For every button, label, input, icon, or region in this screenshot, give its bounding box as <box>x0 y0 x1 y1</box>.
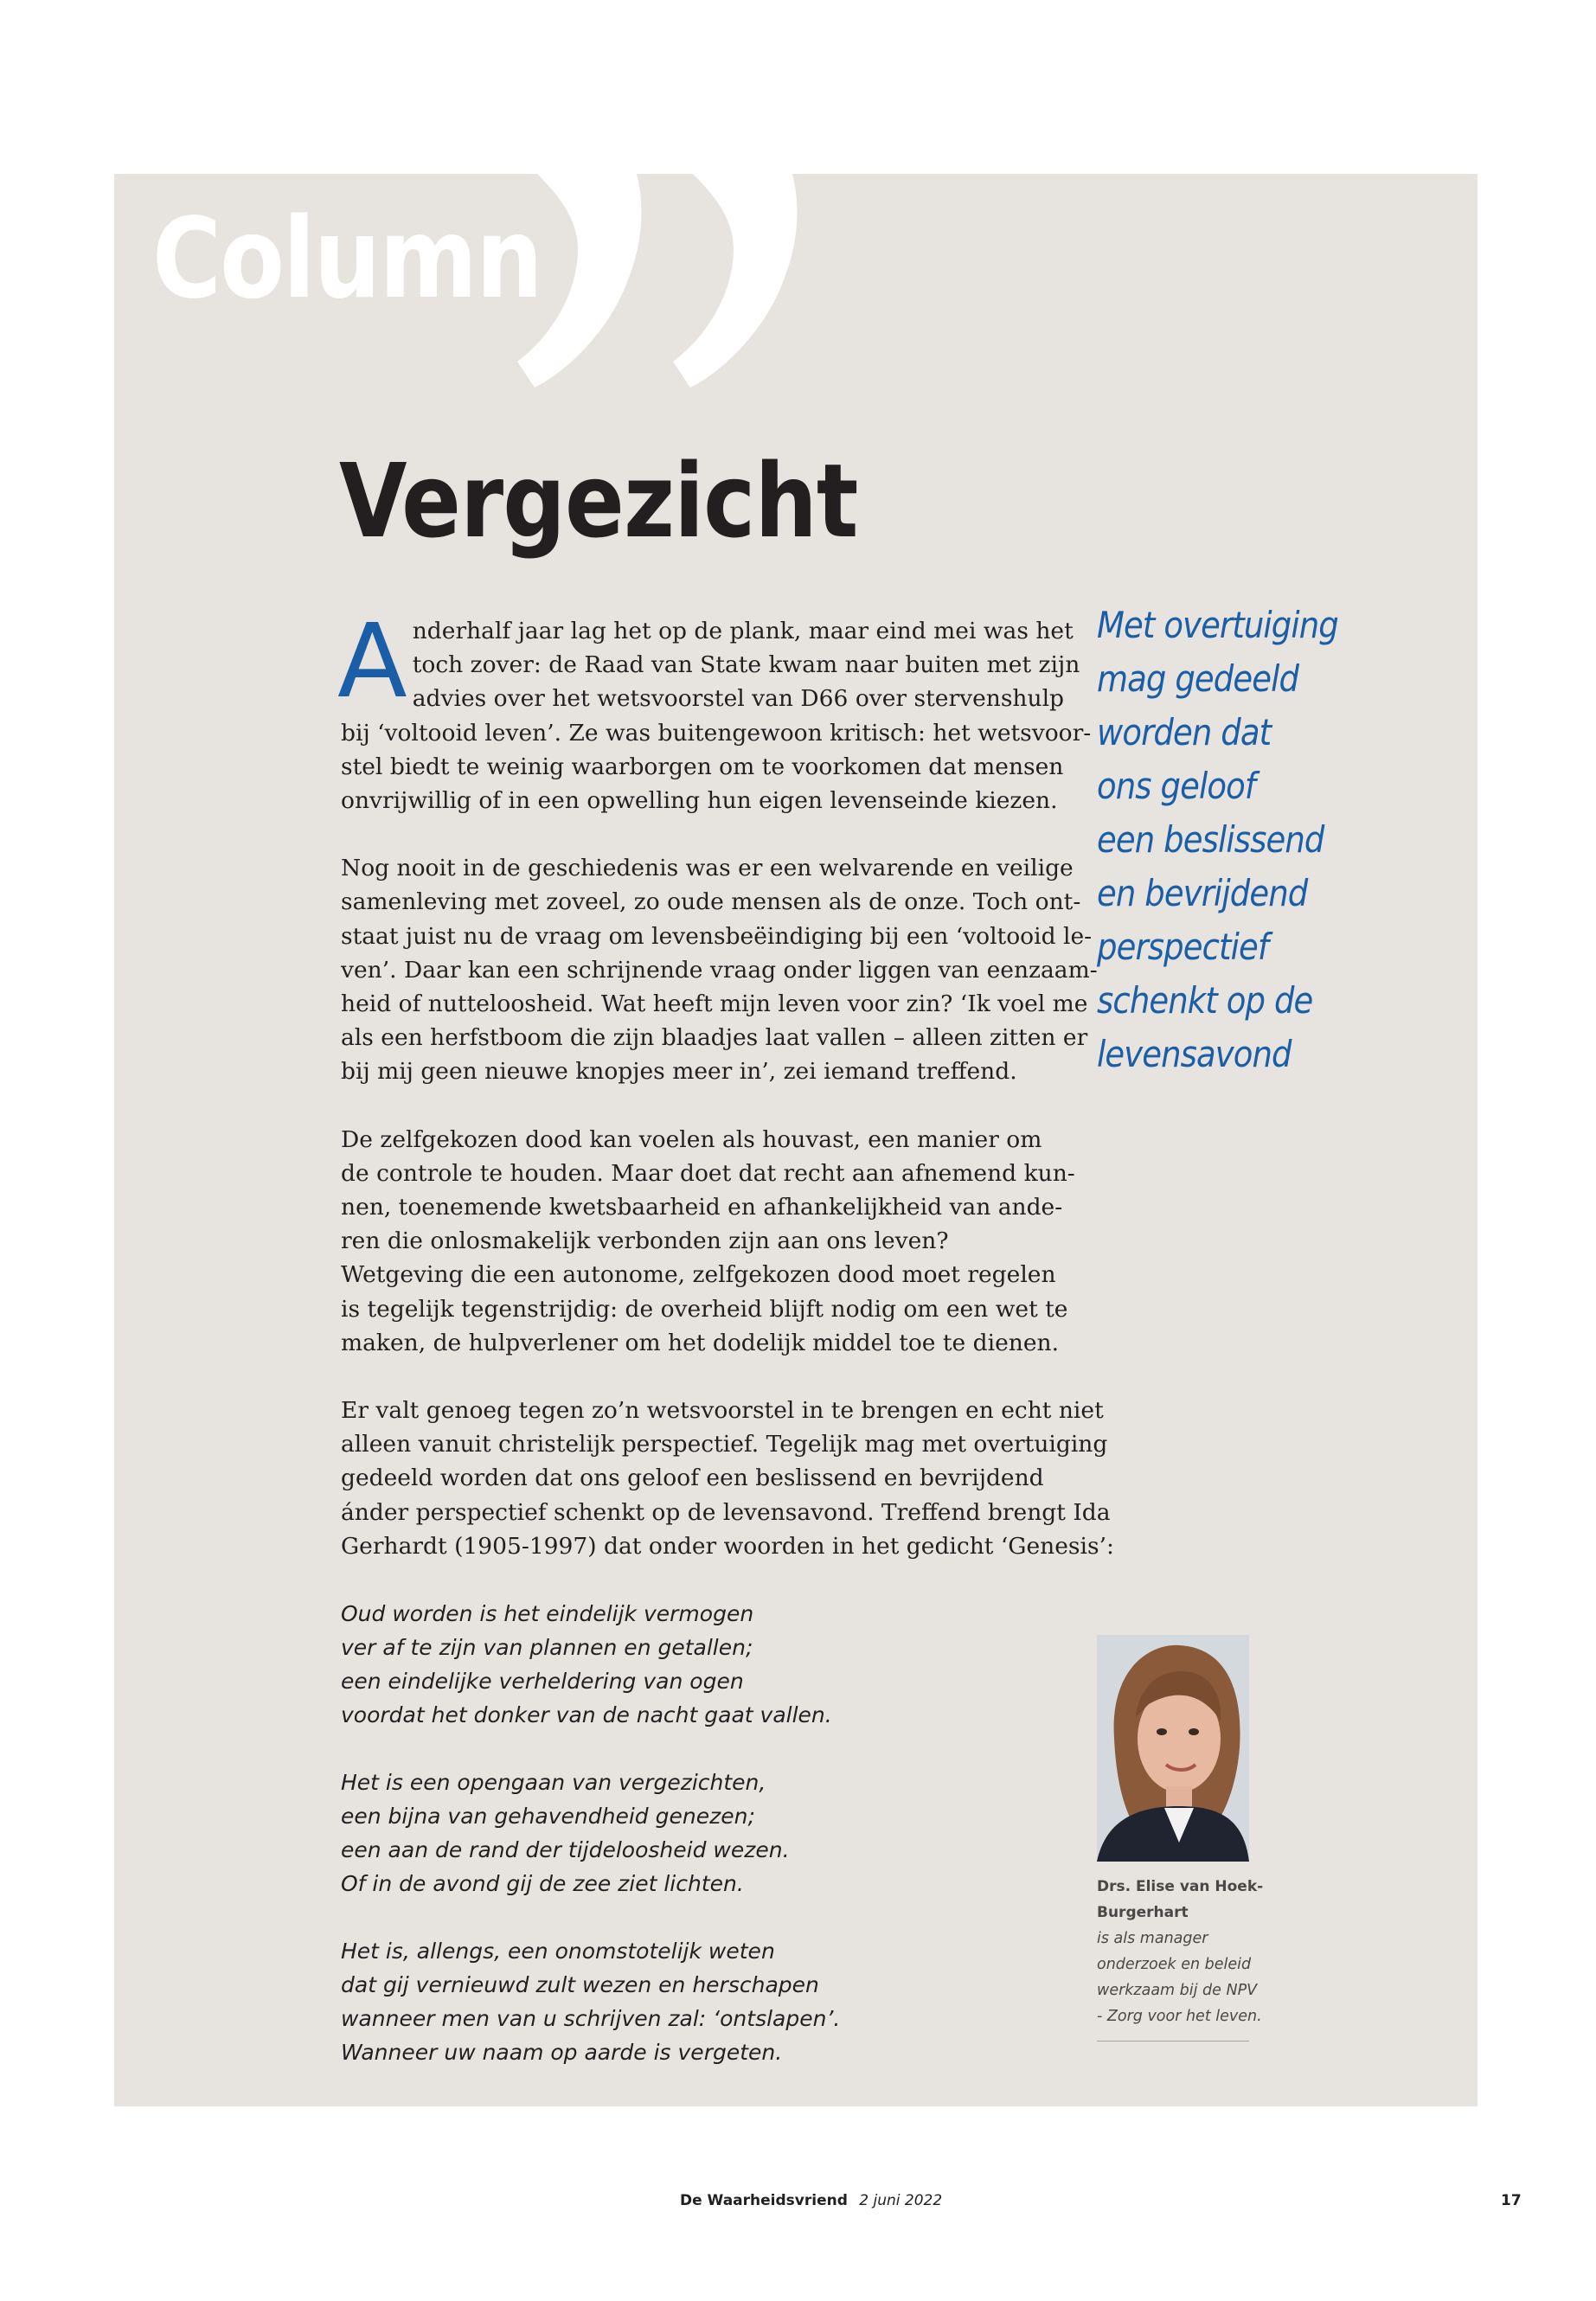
article-body <box>337 601 1114 2103</box>
author-name: Burgerhart <box>1097 1904 1189 1921</box>
pull-quote: Met overtuiging mag gedeeld worden dat ons geloof een beslissend en bevrijdend perspectief schenkt op de levensavond <box>1097 604 1338 1075</box>
drop-cap: A <box>337 601 407 721</box>
poem-stanza-1: Oud worden is het eindelijk vermogen ver af te zijn van plannen en getallen; een eindelijke verheldering van ogen voordat het donker van de nacht gaat vallen. <box>341 1601 832 1728</box>
publication-info <box>680 2192 942 2209</box>
issue-date: 2 juni 2022 <box>859 2192 943 2209</box>
author-photo <box>1097 1635 1249 1862</box>
page-number: 17 <box>1501 2192 1522 2209</box>
poem-stanza-2: Het is een opengaan van vergezichten, een bijna van gehavendheid genezen; een aan de rand der tijdeloosheid wezen. Of in de avond gij de zee ziet lichten. <box>341 1770 790 1897</box>
publication-name: De Waarheidsvriend <box>680 2192 848 2209</box>
poem-stanza-3: Het is, allengs, een onomstotelijk weten dat gij vernieuwd zult wezen en herschapen wanneer men van u schrijven zal: ‘ontslapen’. Wanneer uw naam op aarde is vergeten. <box>341 1939 841 2066</box>
article-title: Vergezicht <box>339 441 858 561</box>
paragraph-3: De zelfgekozen dood kan voelen als houvast, een manier om de controle te houden. Maar doet dat recht aan afnemend kun- nen, toenemende kwetsbaarheid en afhankelijkheid van ande- ren die onlosmakelijk verbonden zijn aan ons leven? Wetgeving die een autonome, zelfgekozen dood moet regelen is tegelijk tegenstrijdig: de overheid blijft nodig om een wet te maken, de hulpverlener om het dodelijk middel toe te dienen. <box>341 1125 1075 1356</box>
section-label: Column <box>152 195 542 324</box>
author-name: Drs. Elise van Hoek- <box>1097 1878 1264 1895</box>
paragraph-1: A nderhalf jaar lag het op de plank, maar eind mei was het toch zover: de Raad van State kwam naar buiten met zijn advies over het wetsvoorstel van D66 over stervenshulp bij ‘voltooid leven’. Ze was buitengewoon kritisch: het wetsvoor- stel biedt te weinig waarborgen om te voorkomen dat mensen onvrijwillig of in een opwelling hun eigen levenseinde kiezen. <box>337 601 1092 815</box>
paragraph-4: Er valt genoeg tegen zo’n wetsvoorstel in te brengen en echt niet alleen vanuit christelijk perspectief. Tegelijk mag met overtuiging gedeeld worden dat ons geloof een beslissend en bevrijdend ánder perspectief schenkt op de levensavond. Treffend brengt Ida Gerhardt (1905-1997) dat onder woorden in het gedicht ‘Genesis’: <box>341 1397 1114 1560</box>
author-bio: Drs. Elise van Hoek- Burgerhart is als manager onderzoek en beleid werkzaam bij de NPV - Zorg voor het leven. <box>1097 1874 1270 2029</box>
paragraph-2: Nog nooit in de geschiedenis was er een welvarende en veilige samenleving met zoveel, zo oude mensen als de onze. Toch ont- staat juist nu de vraag om levensbeëindiging bij een ‘voltooid le- ven’. Daar kan een schrijnende vraag onder liggen van eenzaam- heid of nutteloosheid. Wat heeft mijn leven voor zin? ‘Ik voel me als een herfstboom die zijn blaadjes laat vallen – alleen zitten er bij mij geen nieuwe knopjes meer in’, zei iemand treffend. <box>341 855 1098 1086</box>
closing-quote-icon <box>517 102 872 388</box>
